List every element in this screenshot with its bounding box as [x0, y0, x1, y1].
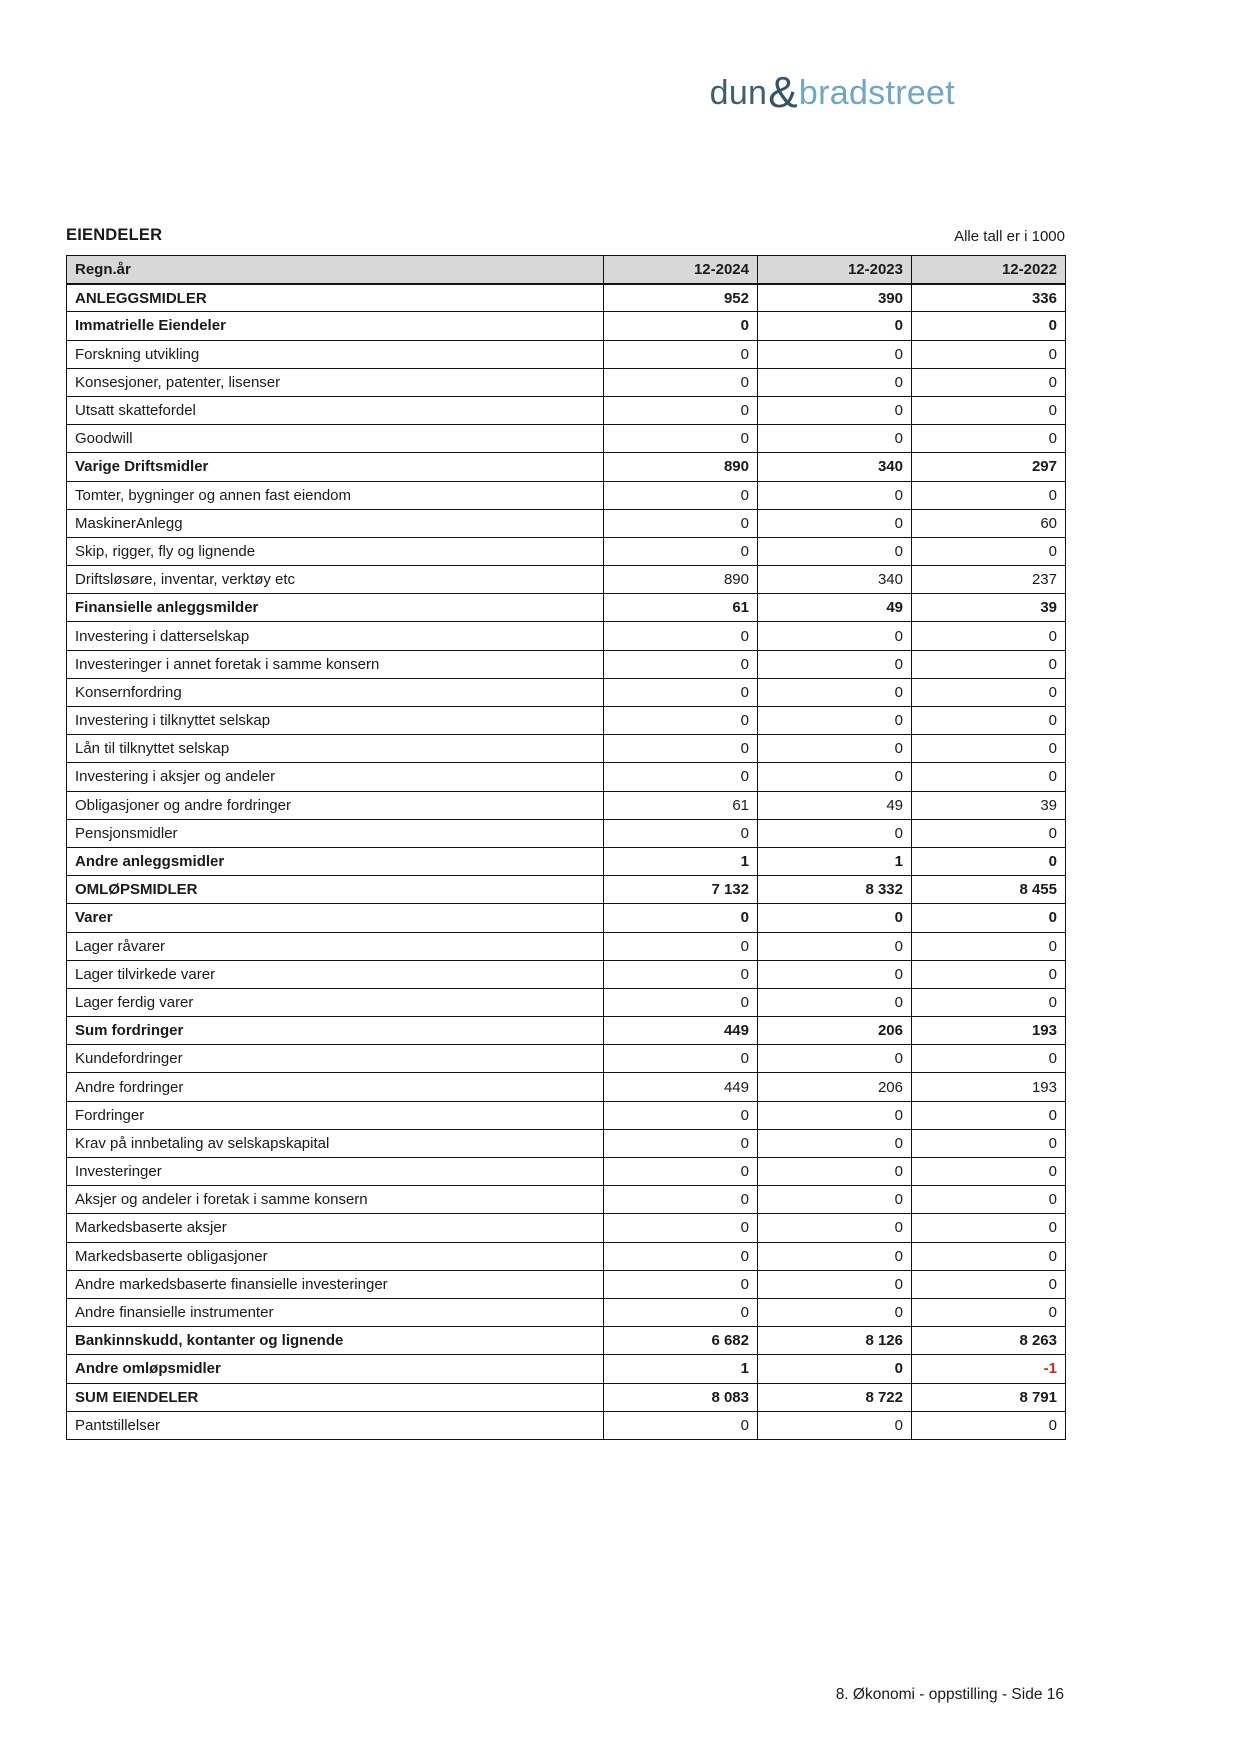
value-cell: 0	[604, 425, 758, 453]
table-row	[67, 791, 1066, 819]
value-cell: 0	[912, 622, 1066, 650]
value-cell: 0	[758, 735, 912, 763]
value-cell: 449	[604, 1073, 758, 1101]
value-cell: 0	[912, 650, 1066, 678]
column-header-regnaar: Regn.år	[67, 256, 604, 284]
row-label: Kundefordringer	[67, 1045, 604, 1073]
value-cell: 449	[604, 1017, 758, 1045]
value-cell: 0	[912, 1101, 1066, 1129]
value-cell: 60	[912, 509, 1066, 537]
table-row	[67, 340, 1066, 368]
value-cell: 7 132	[604, 876, 758, 904]
section-title: EIENDELER	[66, 226, 163, 244]
value-cell: 1	[758, 847, 912, 875]
value-cell: 0	[912, 340, 1066, 368]
value-cell: 0	[912, 1129, 1066, 1157]
row-label: OMLØPSMIDLER	[67, 876, 604, 904]
value-cell: 0	[604, 1270, 758, 1298]
row-label: ANLEGGSMIDLER	[67, 284, 604, 312]
value-cell: 0	[758, 481, 912, 509]
value-cell: 0	[758, 622, 912, 650]
value-cell: 0	[604, 988, 758, 1016]
table-row	[67, 284, 1066, 312]
value-cell: 0	[758, 396, 912, 424]
row-label: Lager tilvirkede varer	[67, 960, 604, 988]
value-cell: 0	[758, 988, 912, 1016]
value-cell: 0	[604, 1411, 758, 1439]
value-cell: 0	[604, 509, 758, 537]
value-cell: 0	[604, 368, 758, 396]
value-cell: 0	[912, 312, 1066, 340]
value-cell: 1	[604, 847, 758, 875]
value-cell: 0	[604, 707, 758, 735]
value-cell: 206	[758, 1073, 912, 1101]
table-row	[67, 453, 1066, 481]
value-cell: 0	[912, 425, 1066, 453]
value-cell: 0	[604, 1186, 758, 1214]
table-row	[67, 1214, 1066, 1242]
row-label: Bankinnskudd, kontanter og lignende	[67, 1327, 604, 1355]
column-header-12-2023: 12-2023	[758, 256, 912, 284]
value-cell: 0	[758, 960, 912, 988]
row-label: Konsernfordring	[67, 678, 604, 706]
value-cell: 0	[912, 1298, 1066, 1326]
value-cell: 0	[758, 1411, 912, 1439]
table-row	[67, 1101, 1066, 1129]
row-label: Andre fordringer	[67, 1073, 604, 1101]
table-row	[67, 1383, 1066, 1411]
value-cell: 0	[912, 932, 1066, 960]
value-cell: 0	[604, 1298, 758, 1326]
value-cell: 1	[604, 1355, 758, 1383]
row-label: Andre markedsbaserte finansielle investeringer	[67, 1270, 604, 1298]
value-cell: 0	[912, 960, 1066, 988]
dun-and-bradstreet-logo	[710, 68, 955, 115]
value-cell: 61	[604, 594, 758, 622]
row-label: Investering i tilknyttet selskap	[67, 707, 604, 735]
value-cell: 0	[758, 678, 912, 706]
table-row	[67, 312, 1066, 340]
value-cell: 49	[758, 594, 912, 622]
value-cell: 340	[758, 566, 912, 594]
value-cell: 0	[604, 312, 758, 340]
value-cell: 0	[604, 678, 758, 706]
table-row	[67, 1017, 1066, 1045]
value-cell: 0	[758, 1101, 912, 1129]
table-row	[67, 1073, 1066, 1101]
table-row	[67, 594, 1066, 622]
value-cell: 237	[912, 566, 1066, 594]
table-row	[67, 988, 1066, 1016]
value-cell: 0	[758, 368, 912, 396]
units-note: Alle tall er i 1000	[954, 228, 1065, 245]
value-cell: 0	[758, 819, 912, 847]
value-cell: 0	[912, 988, 1066, 1016]
table-row	[67, 1129, 1066, 1157]
page-footer: 8. Økonomi - oppstilling - Side 16	[835, 1686, 1064, 1703]
row-label: Investering i aksjer og andeler	[67, 763, 604, 791]
logo-text-dun: dun	[709, 74, 768, 112]
value-cell: 0	[604, 1158, 758, 1186]
row-label: Forskning utvikling	[67, 340, 604, 368]
ampersand-icon: &	[768, 68, 798, 117]
table-row	[67, 509, 1066, 537]
row-label: Andre omløpsmidler	[67, 1355, 604, 1383]
row-label: Obligasjoner og andre fordringer	[67, 791, 604, 819]
value-cell: 0	[604, 396, 758, 424]
row-label: Markedsbaserte obligasjoner	[67, 1242, 604, 1270]
value-cell: 0	[604, 1101, 758, 1129]
value-cell: 297	[912, 453, 1066, 481]
value-cell: 39	[912, 791, 1066, 819]
value-cell: 0	[912, 396, 1066, 424]
value-cell: 49	[758, 791, 912, 819]
balance-sheet-table	[66, 255, 1066, 1440]
value-cell: 0	[758, 1214, 912, 1242]
value-cell: 0	[912, 1270, 1066, 1298]
table-row	[67, 368, 1066, 396]
value-cell: 0	[758, 1270, 912, 1298]
value-cell: 0	[758, 537, 912, 565]
value-cell: 0	[604, 650, 758, 678]
value-cell: 0	[604, 763, 758, 791]
title-row	[66, 226, 1065, 245]
value-cell: 0	[912, 368, 1066, 396]
value-cell: 0	[912, 481, 1066, 509]
table-row	[67, 1158, 1066, 1186]
value-cell: 0	[758, 763, 912, 791]
value-cell: 0	[758, 509, 912, 537]
table-row	[67, 876, 1066, 904]
value-cell: 952	[604, 284, 758, 312]
value-cell: 0	[758, 1298, 912, 1326]
value-cell: 0	[912, 678, 1066, 706]
value-cell: 8 455	[912, 876, 1066, 904]
table-row	[67, 1186, 1066, 1214]
row-label: MaskinerAnlegg	[67, 509, 604, 537]
value-cell: 0	[604, 340, 758, 368]
table-row	[67, 1242, 1066, 1270]
row-label: Immatrielle Eiendeler	[67, 312, 604, 340]
value-cell: 8 083	[604, 1383, 758, 1411]
table-row	[67, 1327, 1066, 1355]
row-label: Investeringer	[67, 1158, 604, 1186]
table-row	[67, 481, 1066, 509]
row-label: Investeringer i annet foretak i samme konsern	[67, 650, 604, 678]
row-label: Driftsløsøre, inventar, verktøy etc	[67, 566, 604, 594]
value-cell: 0	[758, 904, 912, 932]
row-label: Sum fordringer	[67, 1017, 604, 1045]
value-cell: 0	[912, 847, 1066, 875]
table-row	[67, 1045, 1066, 1073]
value-cell: 0	[912, 1186, 1066, 1214]
value-cell: 0	[604, 1129, 758, 1157]
table-row	[67, 678, 1066, 706]
value-cell: 6 682	[604, 1327, 758, 1355]
row-label: Varige Driftsmidler	[67, 453, 604, 481]
value-cell: 0	[912, 1242, 1066, 1270]
row-label: Markedsbaserte aksjer	[67, 1214, 604, 1242]
row-label: Lager ferdig varer	[67, 988, 604, 1016]
value-cell: 0	[604, 481, 758, 509]
table-row	[67, 537, 1066, 565]
value-cell: 0	[758, 1158, 912, 1186]
value-cell: 0	[758, 932, 912, 960]
value-cell: 0	[604, 735, 758, 763]
table-row	[67, 735, 1066, 763]
value-cell: 0	[758, 1355, 912, 1383]
value-cell: 0	[912, 735, 1066, 763]
value-cell: 0	[912, 1214, 1066, 1242]
value-cell: 0	[912, 1158, 1066, 1186]
value-cell: 0	[758, 340, 912, 368]
table-row	[67, 819, 1066, 847]
value-cell: 0	[758, 1045, 912, 1073]
table-row	[67, 566, 1066, 594]
row-label: Konsesjoner, patenter, lisenser	[67, 368, 604, 396]
row-label: Lån til tilknyttet selskap	[67, 735, 604, 763]
value-cell: 8 332	[758, 876, 912, 904]
value-cell: 0	[604, 537, 758, 565]
value-cell: -1	[912, 1355, 1066, 1383]
value-cell: 0	[758, 425, 912, 453]
row-label: Utsatt skattefordel	[67, 396, 604, 424]
value-cell: 390	[758, 284, 912, 312]
value-cell: 340	[758, 453, 912, 481]
table-row	[67, 1298, 1066, 1326]
row-label: Andre anleggsmidler	[67, 847, 604, 875]
row-label: Andre finansielle instrumenter	[67, 1298, 604, 1326]
value-cell: 0	[758, 1129, 912, 1157]
value-cell: 0	[604, 622, 758, 650]
table-row	[67, 1411, 1066, 1439]
value-cell: 0	[912, 819, 1066, 847]
value-cell: 61	[604, 791, 758, 819]
value-cell: 336	[912, 284, 1066, 312]
table-row	[67, 932, 1066, 960]
table-row	[67, 1270, 1066, 1298]
value-cell: 193	[912, 1017, 1066, 1045]
value-cell: 8 722	[758, 1383, 912, 1411]
table-row	[67, 707, 1066, 735]
table-row	[67, 847, 1066, 875]
row-label: SUM EIENDELER	[67, 1383, 604, 1411]
value-cell: 0	[604, 960, 758, 988]
value-cell: 0	[912, 904, 1066, 932]
row-label: Investering i datterselskap	[67, 622, 604, 650]
table-row	[67, 650, 1066, 678]
value-cell: 0	[604, 1242, 758, 1270]
value-cell: 0	[912, 707, 1066, 735]
table-row	[67, 960, 1066, 988]
value-cell: 8 263	[912, 1327, 1066, 1355]
column-header-12-2024: 12-2024	[604, 256, 758, 284]
value-cell: 0	[912, 537, 1066, 565]
value-cell: 0	[758, 312, 912, 340]
row-label: Krav på innbetaling av selskapskapital	[67, 1129, 604, 1157]
value-cell: 0	[758, 707, 912, 735]
table-row	[67, 1355, 1066, 1383]
value-cell: 0	[912, 1411, 1066, 1439]
value-cell: 890	[604, 453, 758, 481]
value-cell: 0	[604, 932, 758, 960]
row-label: Varer	[67, 904, 604, 932]
row-label: Pensjonsmidler	[67, 819, 604, 847]
table-row	[67, 396, 1066, 424]
value-cell: 0	[912, 763, 1066, 791]
table-row	[67, 763, 1066, 791]
value-cell: 890	[604, 566, 758, 594]
value-cell: 0	[604, 904, 758, 932]
table-row	[67, 425, 1066, 453]
table-body	[67, 284, 1066, 1440]
value-cell: 0	[604, 1214, 758, 1242]
value-cell: 193	[912, 1073, 1066, 1101]
row-label: Pantstillelser	[67, 1411, 604, 1439]
row-label: Goodwill	[67, 425, 604, 453]
value-cell: 8 126	[758, 1327, 912, 1355]
value-cell: 206	[758, 1017, 912, 1045]
value-cell: 0	[912, 1045, 1066, 1073]
row-label: Lager råvarer	[67, 932, 604, 960]
value-cell: 0	[604, 1045, 758, 1073]
row-label: Aksjer og andeler i foretak i samme konsern	[67, 1186, 604, 1214]
row-label: Skip, rigger, fly og lignende	[67, 537, 604, 565]
table-row	[67, 904, 1066, 932]
row-label: Finansielle anleggsmilder	[67, 594, 604, 622]
value-cell: 8 791	[912, 1383, 1066, 1411]
row-label: Tomter, bygninger og annen fast eiendom	[67, 481, 604, 509]
value-cell: 0	[604, 819, 758, 847]
table-row	[67, 622, 1066, 650]
value-cell: 0	[758, 650, 912, 678]
value-cell: 39	[912, 594, 1066, 622]
row-label: Fordringer	[67, 1101, 604, 1129]
column-header-12-2022: 12-2022	[912, 256, 1066, 284]
value-cell: 0	[758, 1186, 912, 1214]
logo-text-bradstreet: bradstreet	[798, 74, 955, 112]
value-cell: 0	[758, 1242, 912, 1270]
table-header-row	[67, 256, 1066, 284]
